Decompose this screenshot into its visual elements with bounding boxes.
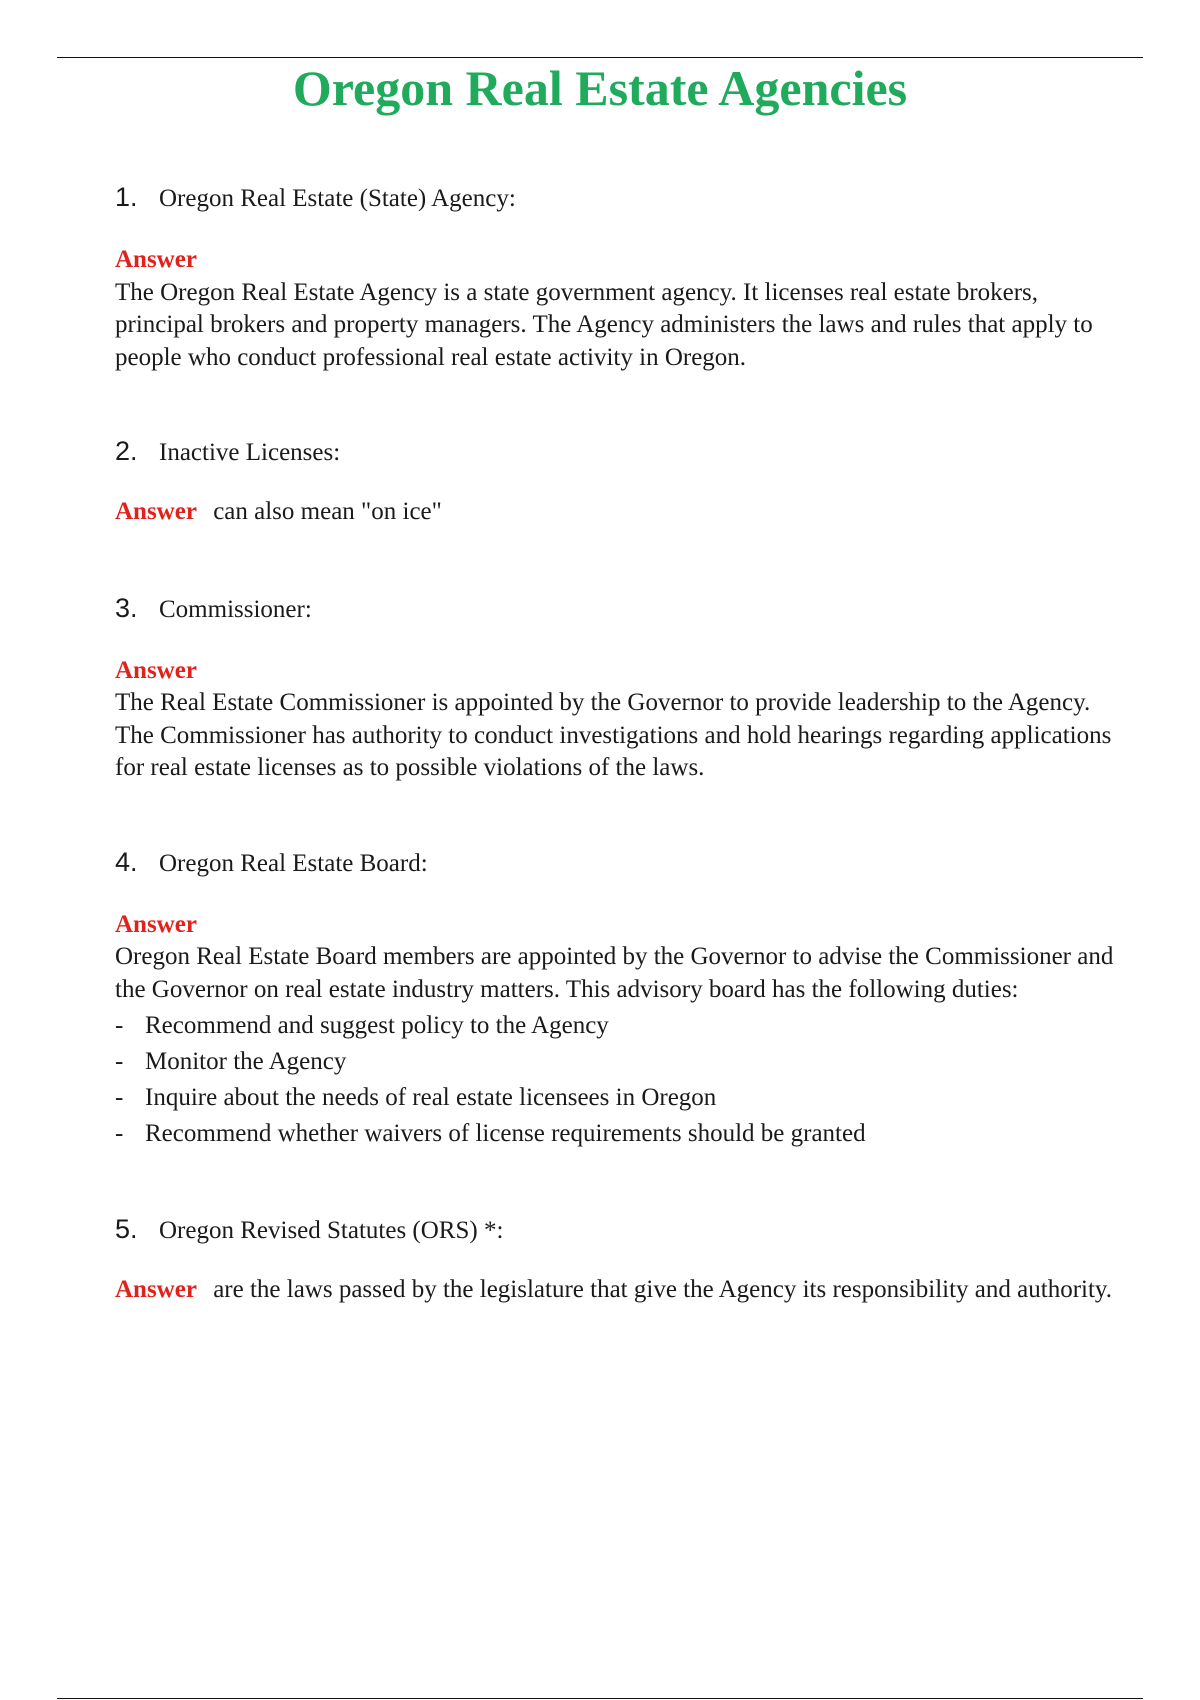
- page-title: Oregon Real Estate Agencies: [292, 60, 908, 116]
- list-item-text: Monitor the Agency: [145, 1048, 347, 1075]
- question-text: Commissioner:: [159, 595, 312, 623]
- answer-3: [115, 655, 1115, 785]
- question-text: Oregon Real Estate (State) Agency:: [159, 185, 516, 212]
- answer-label: Answer: [115, 1276, 197, 1303]
- answer-text: can also mean "on ice": [213, 498, 442, 525]
- bottom-rule: [57, 1698, 1143, 1699]
- qa-item-2: [115, 434, 1115, 529]
- bullet-marker: -: [115, 1048, 124, 1075]
- question-3: [115, 591, 1115, 627]
- question-1: [115, 180, 1115, 216]
- question-4: [115, 845, 1115, 881]
- answer-4: [115, 909, 1115, 1153]
- list-item-text: Recommend and suggest policy to the Agency: [145, 1012, 609, 1039]
- answer-label: Answer: [115, 498, 197, 525]
- list-item: [115, 1116, 1115, 1152]
- answer-label: Answer: [115, 656, 197, 684]
- qa-item-3: [115, 591, 1115, 785]
- question-text: Oregon Real Estate Board:: [159, 849, 428, 877]
- qa-item-5: [115, 1212, 1115, 1307]
- bullet-marker: -: [115, 1084, 124, 1111]
- qa-item-1: [115, 180, 1115, 374]
- question-2: [115, 434, 1115, 470]
- duties-list: [115, 1008, 1115, 1152]
- list-item: [115, 1044, 1115, 1080]
- qa-item-4: [115, 845, 1115, 1153]
- answer-paragraph: The Real Estate Commissioner is appointed by the Governor to provide leadership to the Agency.: [115, 689, 1091, 716]
- answer-label: Answer: [115, 910, 197, 938]
- answer-paragraph: The Commissioner has authority to conduct investigations and hold hearings regarding applications for real estate licenses as to possible violations of the laws.: [115, 721, 1112, 781]
- bullet-marker: -: [115, 1120, 124, 1147]
- question-number: 2.: [115, 436, 138, 466]
- answer-2: [115, 496, 1115, 529]
- question-number: 5.: [115, 1214, 138, 1244]
- answer-text: The Oregon Real Estate Agency is a state government agency. It licenses real estate brokers, principal brokers and property managers. The Agency administers the laws and rules that apply to people who conduct professional real estate activity in Oregon.: [115, 278, 1093, 371]
- bullet-marker: -: [115, 1012, 124, 1039]
- question-number: 1.: [115, 182, 138, 212]
- list-item-text: Recommend whether waivers of license requirements should be granted: [145, 1120, 866, 1147]
- question-5: [115, 1212, 1115, 1248]
- answer-label: Answer: [115, 246, 197, 273]
- question-number: 4.: [115, 846, 138, 877]
- answer-5: [115, 1274, 1115, 1307]
- list-item: [115, 1080, 1115, 1116]
- list-item-text: Inquire about the needs of real estate licensees in Oregon: [145, 1084, 717, 1111]
- qa-list: [115, 180, 1115, 1307]
- list-item: [115, 1008, 1115, 1044]
- answer-text: Oregon Real Estate Board members are appointed by the Governor to advise the Commissioner and the Governor on real estate industry matters. This advisory board has the following duties:: [115, 943, 1114, 1003]
- question-text: Oregon Revised Statutes (ORS) *:: [159, 1217, 504, 1244]
- question-number: 3.: [115, 592, 138, 623]
- answer-1: [115, 244, 1115, 374]
- answer-text: [115, 687, 1115, 785]
- answer-text: are the laws passed by the legislature that give the Agency its responsibility and authority.: [213, 1276, 1113, 1303]
- question-text: Inactive Licenses:: [159, 439, 341, 466]
